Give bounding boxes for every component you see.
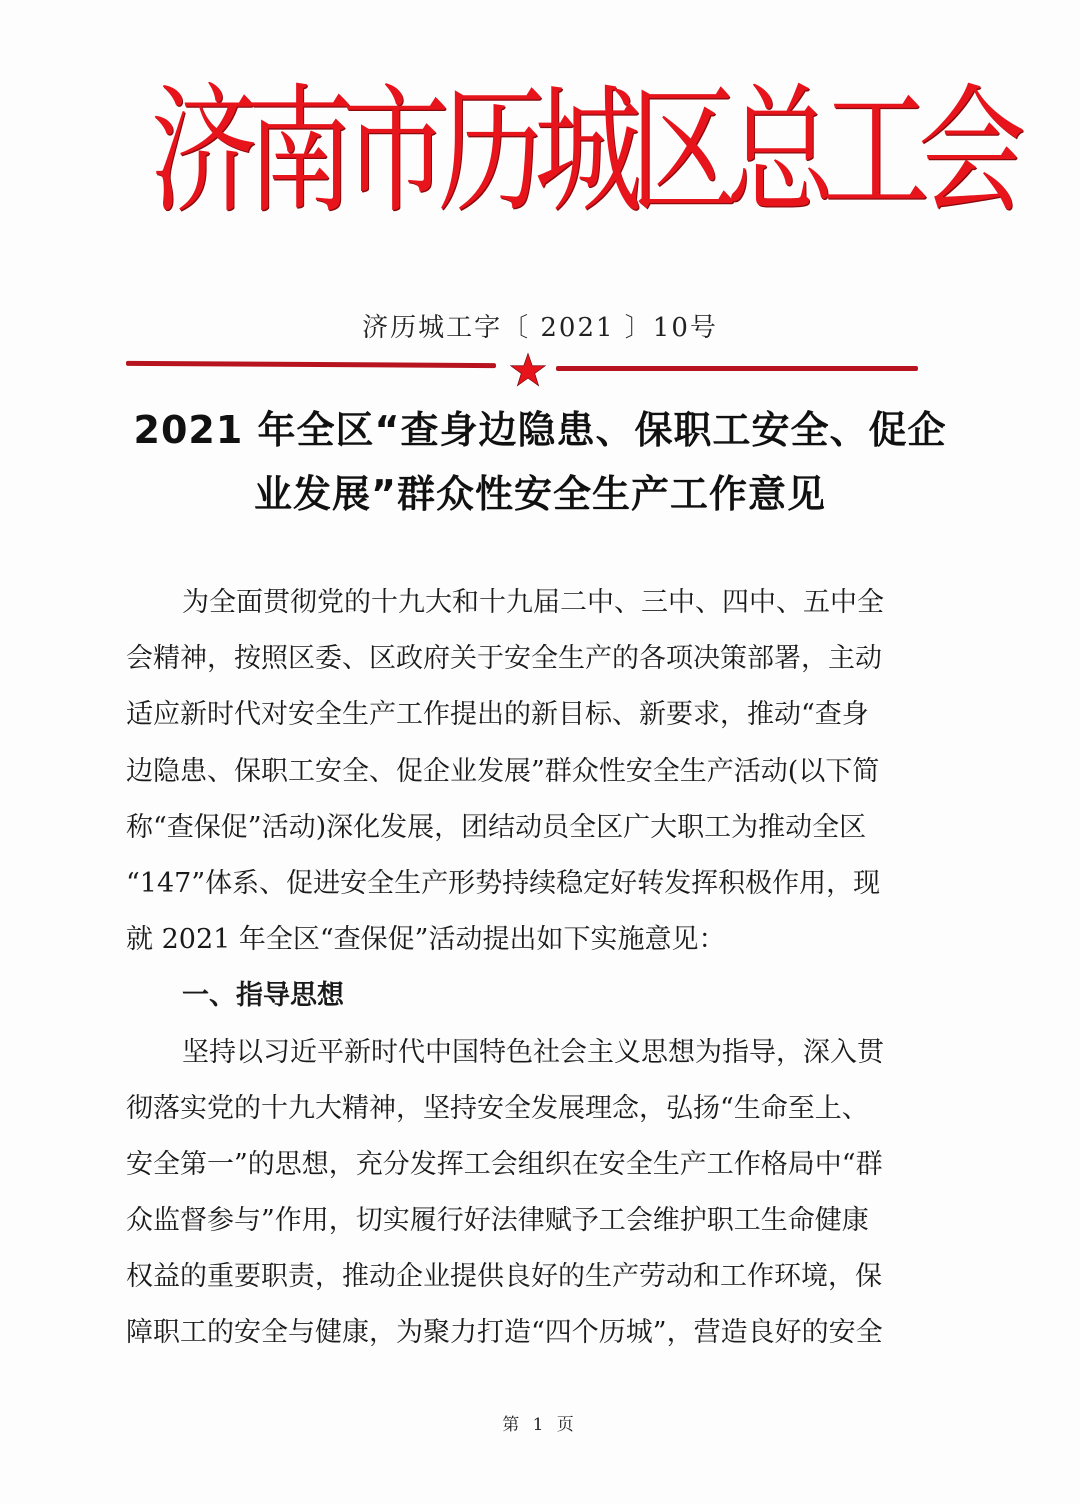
paragraph-line: 为全面贯彻党的十九大和十九届二中、三中、四中、五中全: [182, 587, 884, 618]
title-line-1: 2021 年全区“查身边隐患、保职工安全、促企: [133, 408, 947, 452]
paragraph-line: 安全第一”的思想，充分发挥工会组织在安全生产工作格局中“群: [126, 1148, 883, 1180]
paragraph-line: 适应新时代对安全生产工作提出的新目标、新要求，推动“查身: [126, 699, 869, 731]
header-char: 工: [822, 72, 931, 233]
header-char: 历: [438, 72, 547, 233]
red-divider-left: [126, 361, 496, 368]
header-char: 会: [918, 72, 1027, 233]
header-char: 南: [246, 72, 355, 233]
paragraph-line: 坚持以习近平新时代中国特色社会主义思想为指导，深入贯: [182, 1036, 884, 1068]
paragraph-line: 称“查保促”活动)深化发展，团结动员全区广大职工为推动全区: [126, 811, 867, 843]
paragraph-line: 边隐患、保职工安全、促企业发展”群众性安全生产活动(以下简: [126, 755, 880, 787]
section-heading: 一、指导思想: [182, 980, 344, 1012]
page-number: 第 1 页: [502, 1415, 578, 1435]
paragraph-line: 彻落实党的十九大精神，坚持安全发展理念，弘扬“生命至上、: [126, 1092, 869, 1124]
document-number: 济历城工字〔 2021 〕10号: [362, 313, 718, 343]
paragraph-line: 权益的重要职责，推动企业提供良好的生产劳动和工作环境，保: [126, 1261, 882, 1293]
paragraph-line: 就 2021 年全区“查保促”活动提出如下实施意见：: [126, 924, 726, 956]
paragraph-line: 障职工的安全与健康，为聚力打造“四个历城”，营造良好的安全: [126, 1317, 883, 1349]
paragraph-line: 会精神，按照区委、区政府关于安全生产的各项决策部署，主动: [126, 643, 882, 675]
document-title: [120, 398, 960, 526]
header-char: 城: [534, 72, 643, 233]
paragraph-line: 众监督参与”作用，切实履行好法律赋予工会维护职工生命健康: [126, 1205, 869, 1237]
organization-header: [150, 57, 1027, 249]
title-line-2: 业发展”群众性安全生产工作意见: [254, 472, 826, 516]
document-body: [126, 575, 956, 1362]
paragraph-line: “147”体系、促进安全生产形势持续稳定好转发挥积极作用，现: [126, 867, 881, 899]
header-char: 总: [726, 72, 835, 233]
red-star-icon: [510, 352, 546, 388]
header-char: 济: [150, 72, 259, 233]
red-divider-right: [556, 366, 918, 371]
header-char: 市: [342, 72, 451, 233]
header-char: 区: [630, 72, 739, 233]
